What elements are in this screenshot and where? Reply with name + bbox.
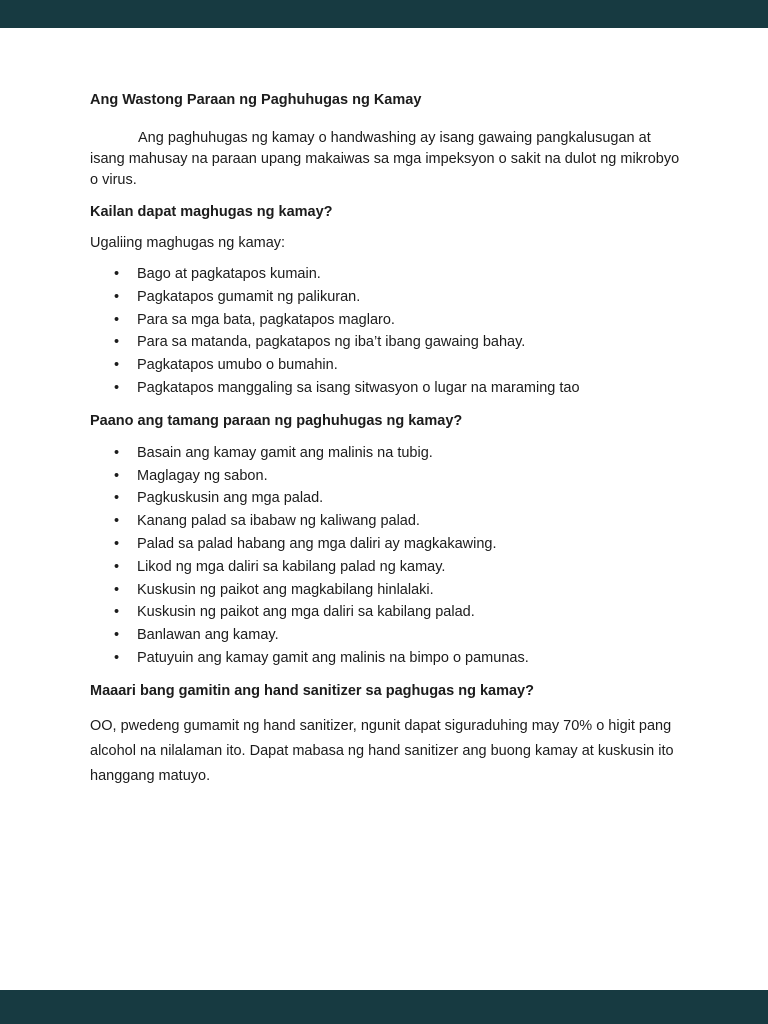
list-item-text: Kanang palad sa ibabaw ng kaliwang palad. — [137, 513, 420, 530]
bullet-icon: • — [114, 357, 120, 374]
bullet-icon: • — [114, 379, 120, 396]
list-item-text: Pagkuskusin ang mga palad. — [137, 490, 324, 507]
section-lead-line: Ugaliing maghugas ng kamay: — [90, 235, 286, 251]
document-page — [0, 28, 768, 990]
section-heading-paano: Paano ang tamang paraan ng paghuhugas ng kamay? — [90, 412, 463, 429]
list-item — [90, 263, 684, 286]
list-item-text: Palad sa palad habang ang mga daliri ay magkakawing. — [137, 535, 497, 552]
bullet-icon: • — [114, 490, 120, 507]
sanitizer-paragraph: OO, pwedeng gumamit ng hand sanitizer, ngunit dapat siguraduhing may 70% o higit pang alcohol na nilalaman ito. Dapat mabasa ng hand sanitizer ang buong kamay at kuskusin ito hanggang matuyo. — [90, 717, 674, 784]
list-item — [90, 647, 684, 670]
list-item — [90, 377, 684, 400]
list-item-text: Pagkatapos manggaling sa isang sitwasyon o lugar na maraming tao — [137, 379, 580, 396]
list-item-text: Kuskusin ng paikot ang mga daliri sa kabilang palad. — [137, 604, 475, 621]
list-item — [90, 533, 684, 556]
list-item-text: Bago at pagkatapos kumain. — [137, 266, 321, 282]
list-item-text: Para sa matanda, pagkatapos ng iba’t ibang gawaing bahay. — [137, 334, 526, 351]
bullet-icon: • — [114, 444, 120, 461]
list-item-text: Maglagay ng sabon. — [137, 467, 268, 484]
viewer-chrome-top-bar — [0, 0, 768, 28]
when-to-wash-list — [90, 263, 684, 400]
document-title: Ang Wastong Paraan ng Paghuhugas ng Kamay — [90, 92, 422, 108]
list-item-text: Kuskusin ng paikot ang magkabilang hinlalaki. — [137, 581, 434, 598]
list-item-text: Basain ang kamay gamit ang malinis na tubig. — [137, 444, 433, 461]
list-item — [90, 354, 684, 377]
bullet-icon: • — [114, 467, 120, 484]
bullet-icon: • — [114, 288, 120, 305]
list-item — [90, 579, 684, 602]
section-heading-kailan: Kailan dapat maghugas ng kamay? — [90, 204, 333, 220]
list-item-text: Banlawan ang kamay. — [137, 627, 279, 644]
list-item — [90, 601, 684, 624]
list-item-text: Pagkatapos umubo o bumahin. — [137, 357, 338, 374]
list-item-text: Para sa mga bata, pagkatapos maglaro. — [137, 311, 395, 328]
bullet-icon: • — [114, 627, 120, 644]
section-heading-sanitizer: Maaari bang gamitin ang hand sanitizer sa paghugas ng kamay? — [90, 682, 534, 699]
bullet-icon: • — [114, 604, 120, 621]
list-item — [90, 331, 684, 354]
list-item-text: Patuyuin ang kamay gamit ang malinis na bimpo o pamunas. — [137, 649, 529, 666]
how-to-wash-list — [90, 442, 684, 670]
list-item — [90, 510, 684, 533]
list-item — [90, 286, 684, 309]
bullet-icon: • — [114, 535, 120, 552]
viewer-chrome-bottom-bar — [0, 990, 768, 1024]
bullet-icon: • — [114, 581, 120, 598]
bullet-icon: • — [114, 513, 120, 530]
list-item-text: Pagkatapos gumamit ng palikuran. — [137, 288, 361, 305]
bullet-icon: • — [114, 334, 120, 351]
list-item — [90, 556, 684, 579]
bullet-icon: • — [114, 558, 120, 575]
bullet-icon: • — [114, 266, 120, 282]
list-item — [90, 442, 684, 465]
list-item — [90, 624, 684, 647]
list-item — [90, 465, 684, 488]
list-item-text: Likod ng mga daliri sa kabilang palad ng kamay. — [137, 558, 446, 575]
list-item — [90, 487, 684, 510]
intro-paragraph: Ang paghuhugas ng kamay o handwashing ay isang gawaing pangkalusugan at isang mahusay na paraan upang makaiwas sa mga impeksyon o sakit na dulot ng mikrobyo o virus. — [90, 130, 680, 188]
bullet-icon: • — [114, 649, 120, 666]
list-item — [90, 309, 684, 332]
bullet-icon: • — [114, 311, 120, 328]
